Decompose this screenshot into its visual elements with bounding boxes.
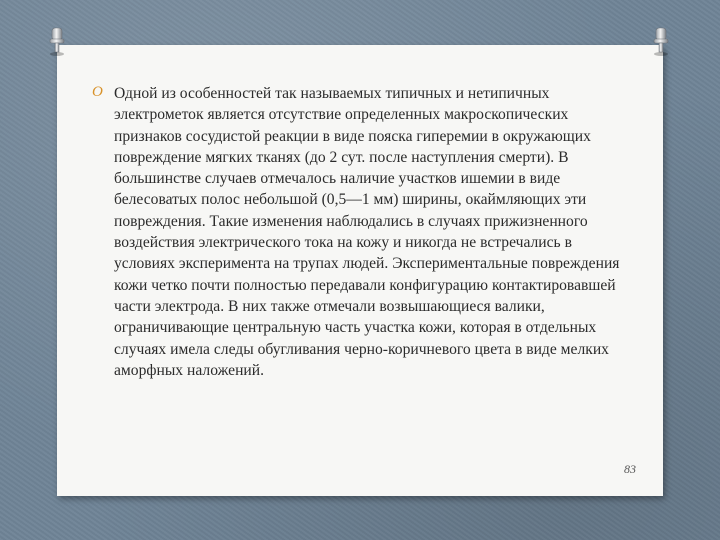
page-number: 83 bbox=[624, 462, 636, 476]
pushpin-icon bbox=[48, 27, 66, 57]
bullet-icon: O bbox=[92, 84, 103, 100]
pushpin-icon bbox=[652, 27, 670, 57]
body-paragraph: Одной из особенностей так называемых типичных и нетипичных электрометок является отсутствие определенных макроскопических признаков сосудистой реакции в виде пояска гиперемии в окружающих повреждение мягких тканях (до 2 сут. после наступления смерти). В большинстве случаев отмечалось наличие участков ишемии в виде белесоватых полос небольшой (0,5—1 мм) ширины, окаймляющих эти повреждения. Такие изменения наблюдались в случаях прижизненного воздействия электрического тока на кожу и никогда не встречались в условиях эксперимента на трупах людей. Экспериментальные повреждения кожи четко почти полностью передавали конфигурацию контактировавшей части электрода. В них также отмечали возвышающиеся валики, ограничивающие центральную часть участка кожи, которая в отдельных случаях имела следы обугливания черно-коричневого цвета в виде мелких аморфных наложений. bbox=[114, 85, 620, 379]
